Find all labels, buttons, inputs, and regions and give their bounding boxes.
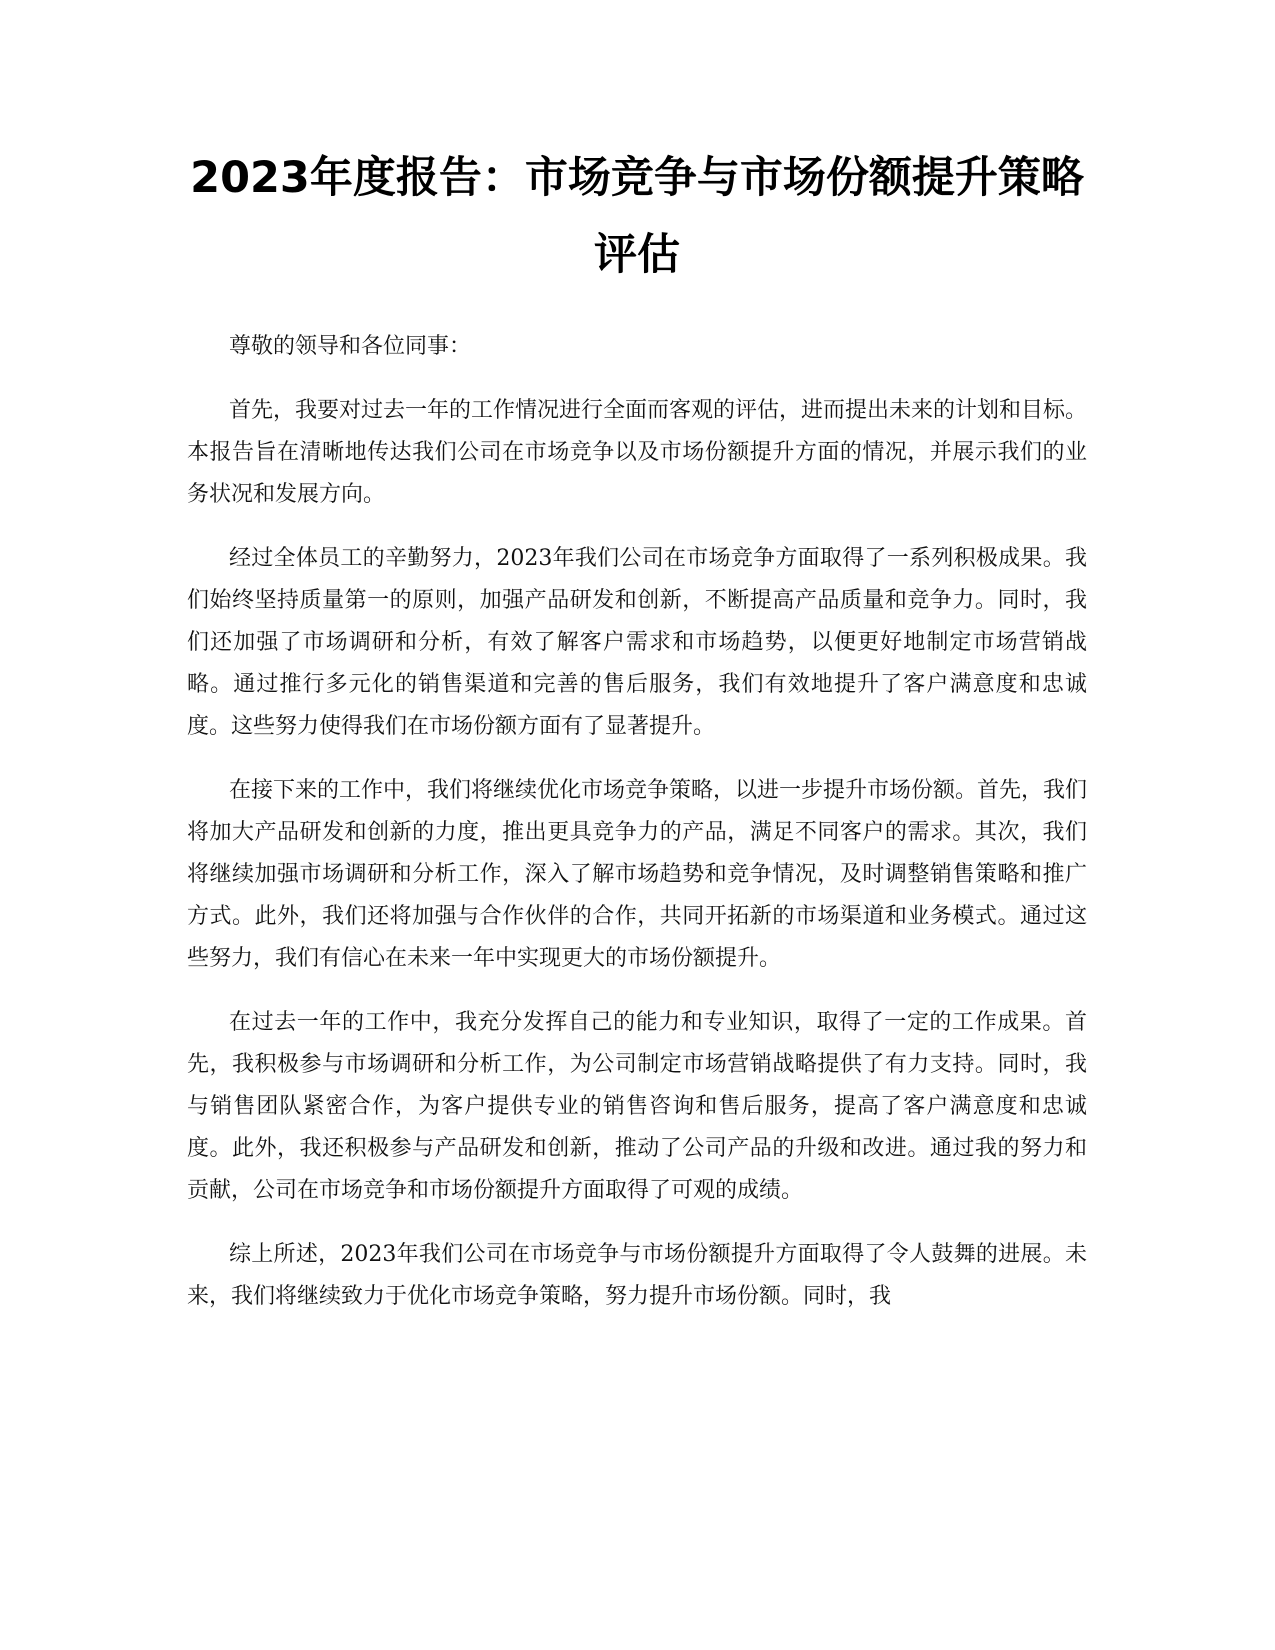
- document-body: [187, 326, 1087, 1318]
- summary-paragraph: 综上所述，2023年我们公司在市场竞争与市场份额提升方面取得了令人鼓舞的进展。未来，我们将继续致力于优化市场竞争策略，努力提升市场份额。同时，我: [187, 1242, 1087, 1309]
- plans-paragraph: 在接下来的工作中，我们将继续优化市场竞争策略，以进一步提升市场份额。首先，我们将加大产品研发和创新的力度，推出更具竞争力的产品，满足不同客户的需求。其次，我们将继续加强市场调研和分析工作，深入了解市场趋势和竞争情况，及时调整销售策略和推广方式。此外，我们还将加强与合作伙伴的合作，共同开拓新的市场渠道和业务模式。通过这些努力，我们有信心在未来一年中实现更大的市场份额提升。: [187, 778, 1088, 971]
- personal-contribution-paragraph: 在过去一年的工作中，我充分发挥自己的能力和专业知识，取得了一定的工作成果。首先，我积极参与市场调研和分析工作，为公司制定市场营销战略提供了有力支持。同时，我与销售团队紧密合作，为客户提供专业的销售咨询和售后服务，提高了客户满意度和忠诚度。此外，我还积极参与产品研发和创新，推动了公司产品的升级和改进。通过我的努力和贡献，公司在市场竞争和市场份额提升方面取得了可观的成绩。: [187, 1010, 1087, 1203]
- intro-paragraph: 首先，我要对过去一年的工作情况进行全面而客观的评估，进而提出未来的计划和目标。本报告旨在清晰地传达我们公司在市场竞争以及市场份额提升方面的情况，并展示我们的业务状况和发展方向。: [187, 398, 1088, 507]
- greeting-paragraph: 尊敬的领导和各位同事：: [229, 334, 472, 359]
- document-content: [187, 140, 1087, 1340]
- document-title: 2023年度报告：市场竞争与市场份额提升策略评估: [190, 153, 1084, 280]
- achievements-paragraph: 经过全体员工的辛勤努力，2023年我们公司在市场竞争方面取得了一系列积极成果。我们始终坚持质量第一的原则，加强产品研发和创新，不断提高产品质量和竞争力。同时，我们还加强了市场调研和分析，有效了解客户需求和市场趋势，以便更好地制定市场营销战略。通过推行多元化的销售渠道和完善的售后服务，我们有效地提升了客户满意度和忠诚度。这些努力使得我们在市场份额方面有了显著提升。: [187, 546, 1087, 739]
